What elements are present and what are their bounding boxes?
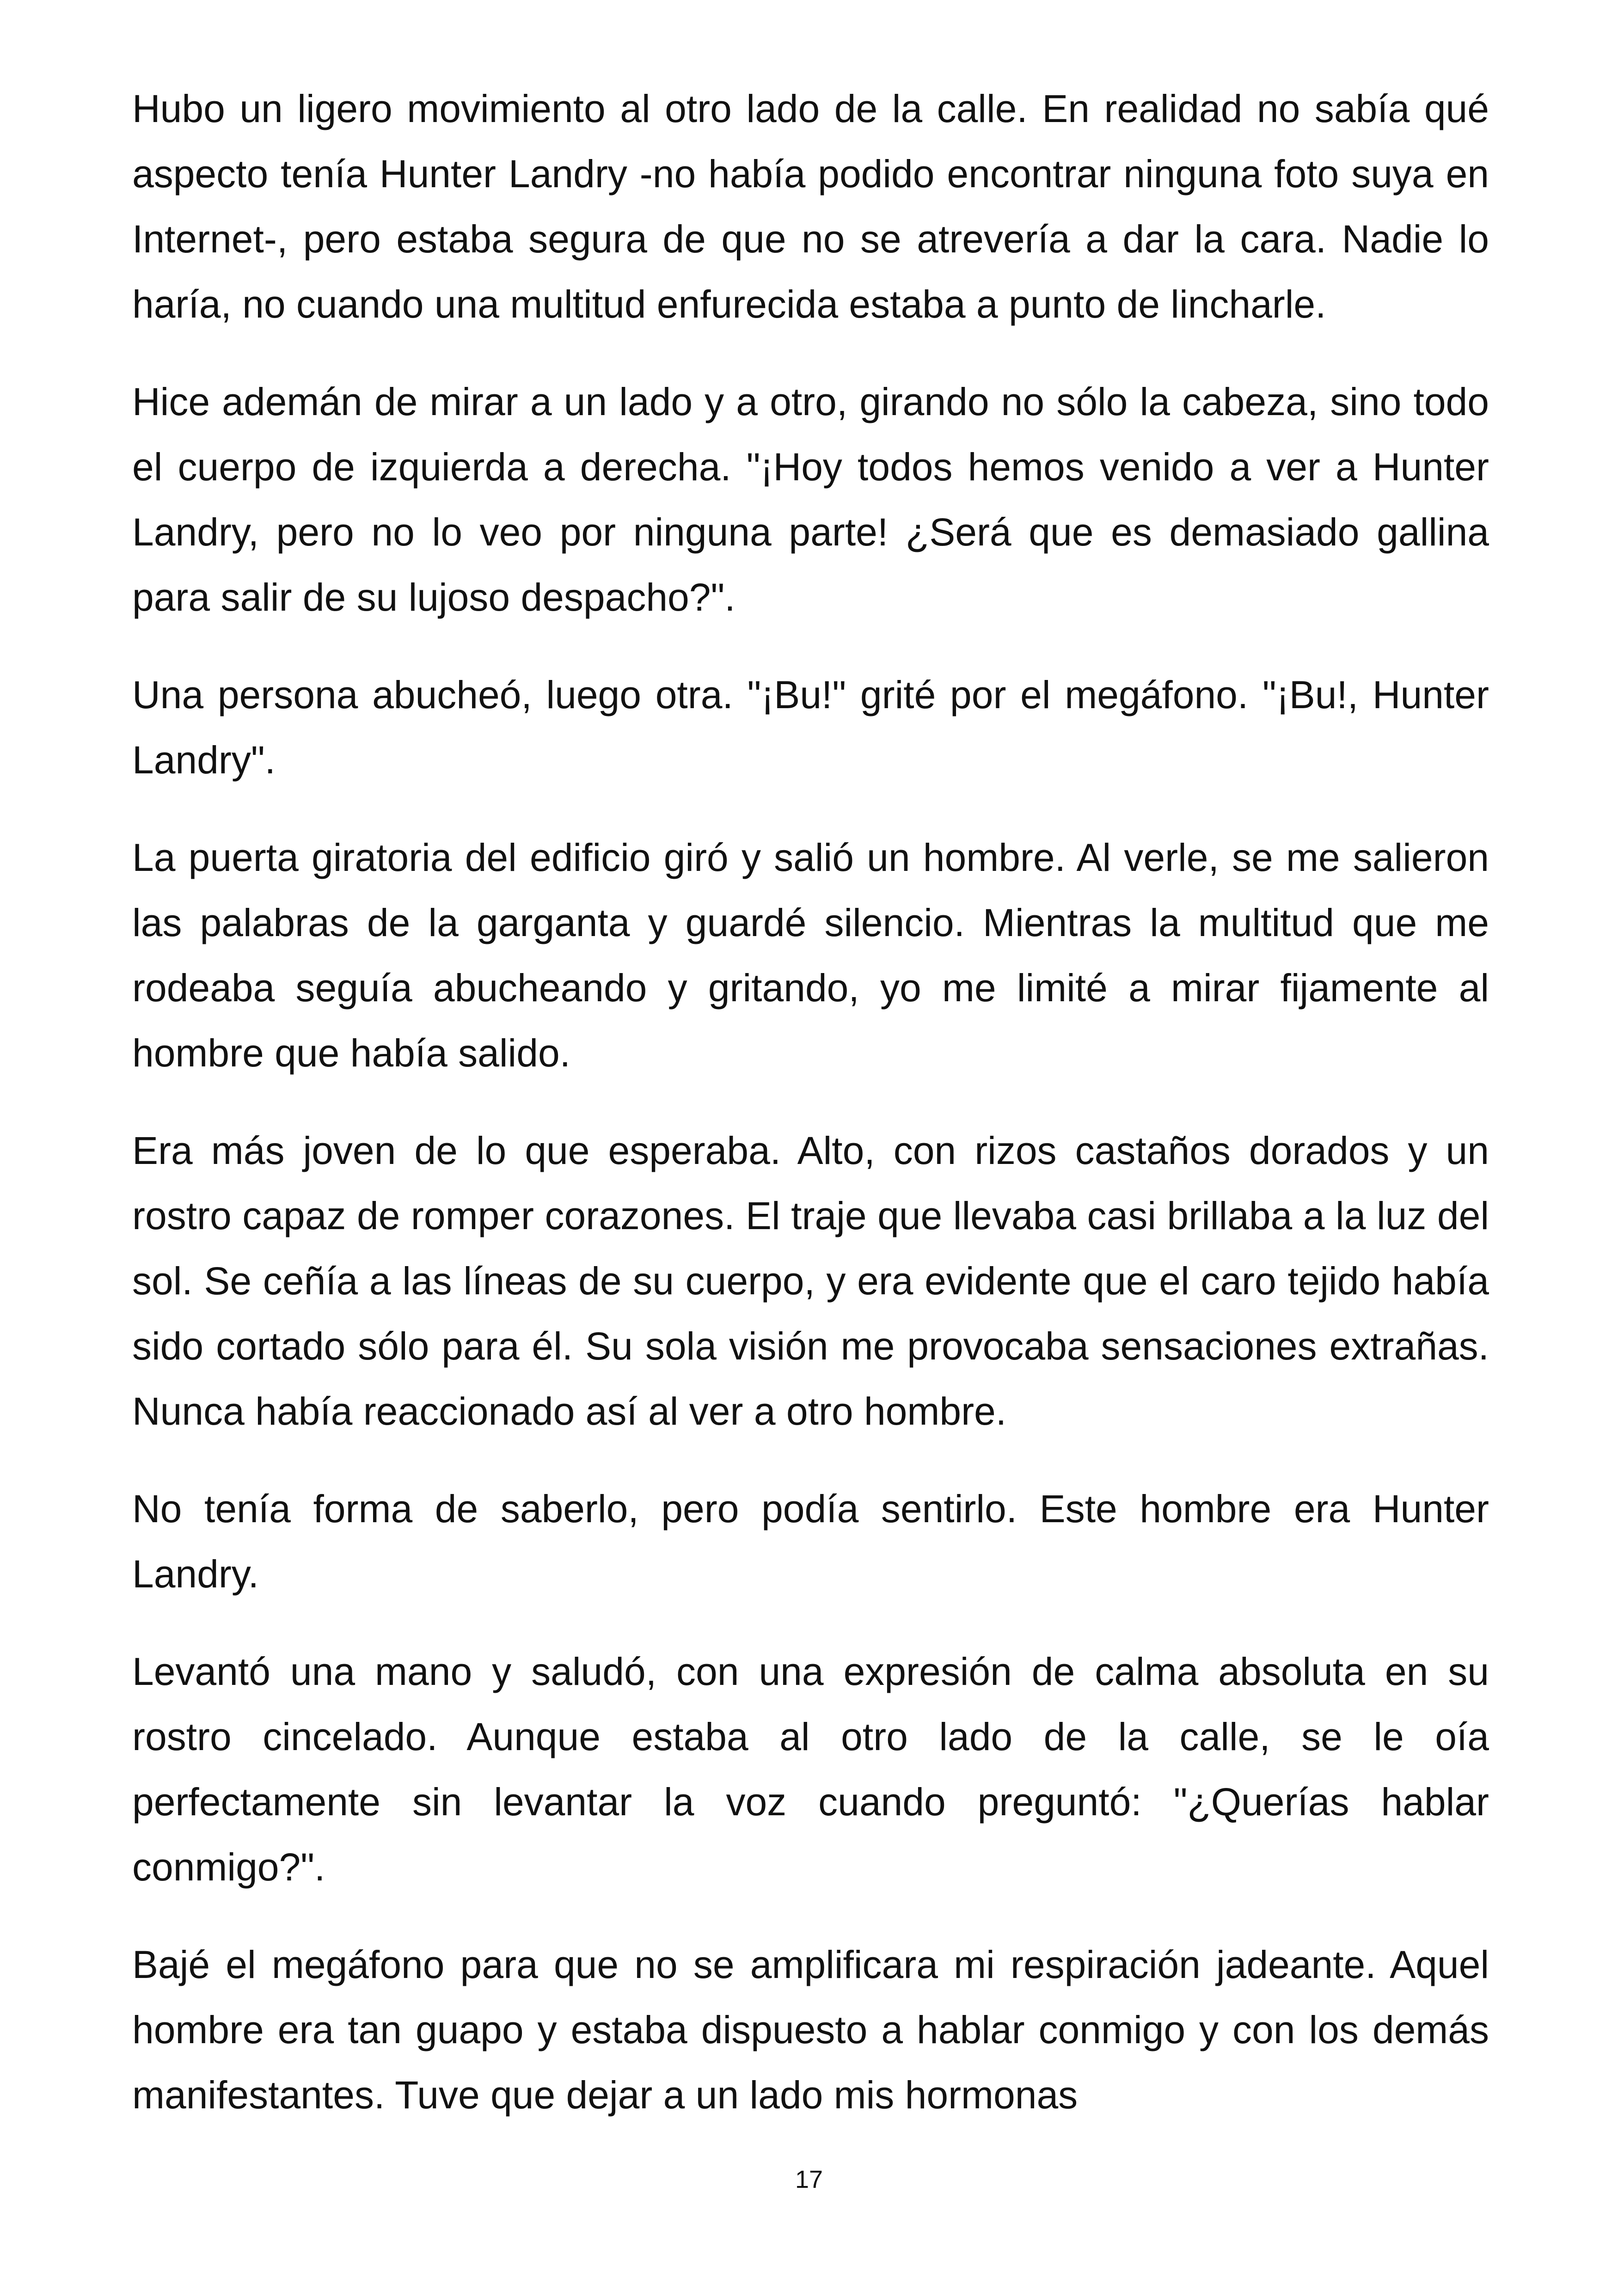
paragraph: Hubo un ligero movimiento al otro lado de la calle. En realidad no sabía qué aspecto tenía Hunter Landry -no había podido encontrar ninguna foto suya en Internet-, pero estaba segura de que no se atrevería a dar la cara. Nadie lo haría, no cuando una multitud enfurecida estaba a punto de lincharle. bbox=[132, 87, 1489, 326]
paragraph: Hice ademán de mirar a un lado y a otro, girando no sólo la cabeza, sino todo el cuerpo de izquierda a derecha. "¡Hoy todos hemos venido a ver a Hunter Landry, pero no lo veo por ninguna parte! ¿Será que es demasiado gallina para salir de su lujoso despacho?". bbox=[132, 380, 1489, 619]
paragraph: Era más joven de lo que esperaba. Alto, con rizos castaños dorados y un rostro capaz de romper corazones. El traje que llevaba casi brillaba a la luz del sol. Se ceñía a las líneas de su cuerpo, y era evidente que el caro tejido había sido cortado sólo para él. Su sola visión me provocaba sensaciones extrañas. Nunca había reaccionado así al ver a otro hombre. bbox=[132, 1129, 1489, 1433]
paragraph: No tenía forma de saberlo, pero podía sentirlo. Este hombre era Hunter Landry. bbox=[132, 1487, 1489, 1596]
body-text bbox=[132, 76, 1489, 2128]
paragraph: Bajé el megáfono para que no se amplificara mi respiración jadeante. Aquel hombre era tan guapo y estaba dispuesto a hablar conmigo y con los demás manifestantes. Tuve que dejar a un lado mis hormonas bbox=[132, 1943, 1489, 2117]
page-number: 17 bbox=[795, 2166, 823, 2193]
paragraph: Una persona abucheó, luego otra. "¡Bu!" grité por el megáfono. "¡Bu!, Hunter Landry". bbox=[132, 673, 1489, 782]
paragraph: Levantó una mano y saludó, con una expresión de calma absoluta en su rostro cincelado. Aunque estaba al otro lado de la calle, se le oía perfectamente sin levantar la voz cuando preguntó: "¿Querías hablar conmigo?". bbox=[132, 1650, 1489, 1889]
paragraph: La puerta giratoria del edificio giró y salió un hombre. Al verle, se me salieron las palabras de la garganta y guardé silencio. Mientras la multitud que me rodeaba seguía abucheando y gritando, yo me limité a mirar fijamente al hombre que había salido. bbox=[132, 836, 1489, 1075]
